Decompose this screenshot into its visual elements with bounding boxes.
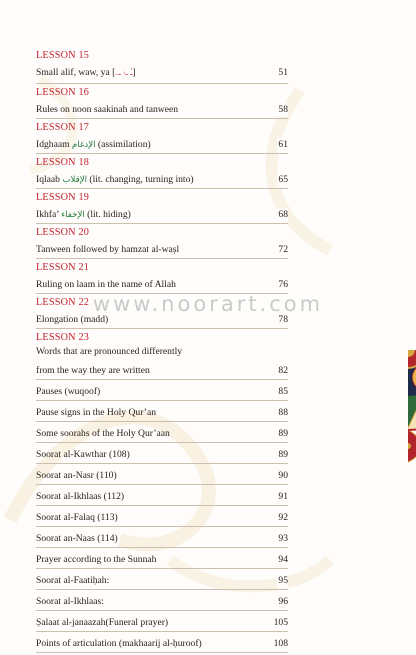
toc-entry-title: [36, 469, 117, 483]
toc-page-number: 94: [278, 554, 288, 565]
toc-entry[interactable]: [36, 427, 288, 445]
toc-entry-title: [36, 385, 100, 399]
toc-entry-title: [36, 364, 150, 378]
lesson-heading: LESSON 21: [36, 262, 90, 273]
toc-entry-title: [36, 66, 136, 80]
toc-entry[interactable]: [36, 616, 288, 634]
toc-entry-text: Pause signs in the Holy Qur’an: [36, 407, 156, 418]
toc-entry[interactable]: [36, 511, 288, 529]
toc-entry-text-after: (lit. changing, turning into): [87, 174, 194, 185]
toc-page-number: 68: [278, 209, 288, 220]
toc-entry-title: [36, 427, 170, 441]
toc-entry-title: [36, 490, 124, 504]
arabic-term: الإدغام: [71, 140, 96, 150]
toc-entry[interactable]: [36, 595, 288, 613]
toc-entry-title: [36, 637, 202, 651]
toc-page-number: 61: [278, 139, 288, 150]
toc-entry-text: Ṣalaat al-janaazah(Funeral prayer): [36, 617, 169, 628]
toc-entry[interactable]: [36, 385, 288, 403]
toc-entry[interactable]: [36, 345, 288, 361]
toc-page-number: 108: [273, 638, 288, 649]
lesson-heading: LESSON 20: [36, 227, 90, 238]
toc-page-number: 96: [278, 596, 288, 607]
toc-entry[interactable]: [36, 406, 288, 424]
toc-entry-text: Words that are pronounced differently: [36, 346, 183, 357]
table-of-contents: [36, 49, 288, 655]
toc-entry-title: [36, 616, 168, 630]
toc-entry-title: [36, 448, 130, 462]
arabesque-medallion-ornament: [296, 238, 416, 463]
toc-entry[interactable]: [36, 66, 288, 86]
toc-entry-title: [36, 173, 194, 187]
toc-entry[interactable]: [36, 574, 288, 592]
toc-entry-title: [36, 553, 156, 567]
toc-entry-text: Soorat al-Ikhlaas (112): [36, 491, 125, 502]
toc-entry-text: Iqlaab: [36, 174, 63, 185]
lesson-heading: LESSON 22: [36, 297, 90, 308]
toc-page-number: 88: [278, 407, 288, 418]
toc-entry-text: from the way they are written: [36, 365, 150, 376]
lesson-heading: LESSON 19: [36, 192, 90, 203]
toc-page-number: 85: [278, 386, 288, 397]
toc-entry-title: [36, 138, 151, 152]
toc-entry-title: [36, 574, 109, 588]
lesson-heading: LESSON 17: [36, 122, 90, 133]
toc-entry-title: [36, 103, 178, 117]
toc-entry[interactable]: [36, 364, 288, 382]
toc-entry-text-after: (lit. hiding): [84, 209, 131, 220]
toc-entry[interactable]: [36, 173, 288, 191]
toc-entry[interactable]: [36, 637, 288, 655]
toc-entry-title: [36, 595, 104, 609]
lesson-heading: LESSON 16: [36, 87, 90, 98]
toc-page-number: 89: [278, 449, 288, 460]
lesson-heading: LESSON 23: [36, 332, 90, 343]
toc-entry[interactable]: [36, 469, 288, 487]
arabic-term: الإخفاء: [61, 210, 85, 220]
toc-entry-text: Ikhfa’: [36, 209, 62, 220]
toc-entry[interactable]: [36, 553, 288, 571]
toc-entry-title: [36, 532, 118, 546]
toc-page-number: 78: [278, 314, 288, 325]
toc-page-number: 72: [278, 244, 288, 255]
toc-entry[interactable]: [36, 243, 288, 261]
toc-entry-title: [36, 406, 156, 420]
toc-page-number: 93: [278, 533, 288, 544]
toc-entry-text: Some soorahs of the Holy Qur’aan: [36, 428, 170, 439]
toc-page-number: 76: [278, 279, 288, 290]
toc-page-number: 91: [278, 491, 288, 502]
toc-entry-text: Idghaam: [36, 139, 72, 150]
toc-entry[interactable]: [36, 490, 288, 508]
toc-entry-text: Pauses (wuqoof): [36, 386, 101, 397]
arabic-term: ـٰ ـۥ ـۦ: [115, 68, 133, 77]
toc-entry-title: [36, 208, 131, 222]
toc-entry[interactable]: [36, 103, 288, 121]
toc-page-number: 82: [278, 365, 288, 376]
toc-entry-text: Elongation (madd): [36, 314, 109, 325]
lesson-heading: LESSON 18: [36, 157, 90, 168]
lesson-heading: LESSON 15: [36, 50, 90, 61]
toc-entry-text-after: ]: [132, 67, 136, 78]
toc-entry-text: Points of articulation (makhaarij al-ḥuroof): [36, 638, 202, 649]
toc-entry-text: Soorat al-Faatiḥah:: [36, 575, 110, 586]
toc-page-number: 89: [278, 428, 288, 439]
toc-entry-text: Rules on noon saakinah and tanween: [36, 104, 179, 115]
arabic-term: الإقلاب: [62, 175, 87, 185]
toc-page-number: 51: [278, 67, 288, 78]
toc-entry-text: Soorat al-Kawthar (108): [36, 449, 130, 460]
toc-entry[interactable]: [36, 532, 288, 550]
toc-entry[interactable]: [36, 208, 288, 226]
toc-page-number: 92: [278, 512, 288, 523]
toc-entry-title: [36, 511, 118, 525]
toc-entry-title: [36, 243, 179, 257]
toc-entry-text: Soorat al-Ikhlaas:: [36, 596, 104, 607]
toc-page-number: 65: [278, 174, 288, 185]
toc-entry-text: Soorat an-Naas (114): [36, 533, 118, 544]
toc-entry[interactable]: [36, 448, 288, 466]
toc-entry-text-after: (assimilation): [95, 139, 151, 150]
toc-entry-title: [36, 346, 182, 357]
toc-page-number: 90: [278, 470, 288, 481]
toc-entry[interactable]: [36, 138, 288, 156]
toc-entry-title: [36, 278, 176, 292]
toc-entry-text: Tanween followed by hamzat al-waṣl: [36, 244, 180, 255]
toc-page-number: 95: [278, 575, 288, 586]
toc-entry-text: Ruling on laam in the name of Allah: [36, 279, 176, 290]
toc-entry-text: Soorat al-Falaq (113): [36, 512, 118, 523]
toc-entry-text: Small alif, waw, ya [: [36, 67, 116, 78]
toc-page-number: 105: [273, 617, 288, 628]
toc-page-number: 58: [278, 104, 288, 115]
toc-entry-text: Soorat an-Nasr (110): [36, 470, 117, 481]
watermark-text: www.noorart.com: [92, 292, 324, 316]
toc-entry-text: Prayer according to the Sunnah: [36, 554, 157, 565]
